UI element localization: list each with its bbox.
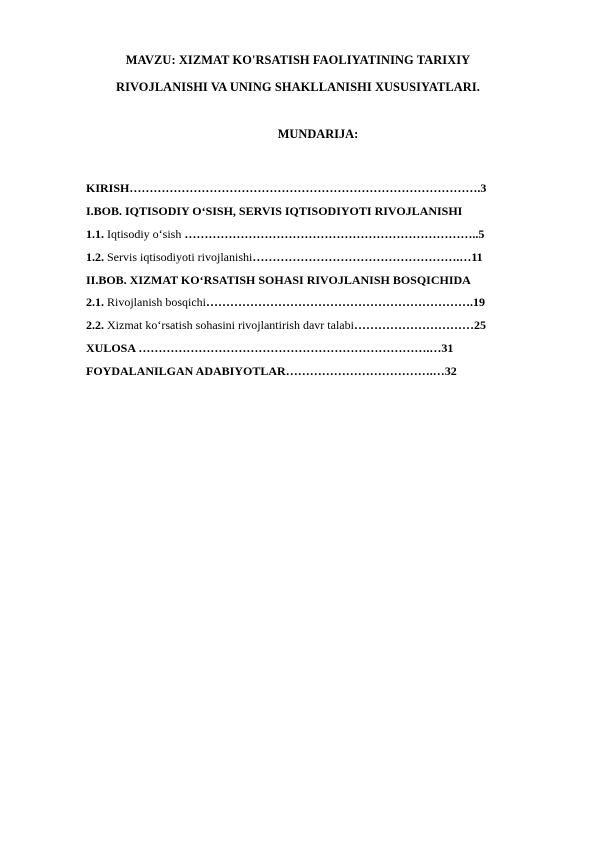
toc-section-number: 1.2. <box>86 249 104 264</box>
toc-entry-adabiyotlar[interactable] <box>86 364 552 387</box>
toc-label: Iqtisodiy o‘sish <box>104 226 185 241</box>
toc-chapter-2[interactable]: II.BOB. XIZMAT KO‘RSATISH SOHASI RIVOJLANISH BOSQICHIDA <box>86 272 471 287</box>
toc-leader: ……………………………………………………………….… <box>138 341 442 356</box>
contents-heading: MUNDARIJA: <box>277 127 359 141</box>
toc-label: Servis iqtisodiyoti rivojlanishi <box>104 249 253 264</box>
toc-entry-2-1[interactable] <box>86 295 552 318</box>
toc-page-number: 31 <box>441 341 454 356</box>
toc-page-number: 32 <box>444 364 457 379</box>
toc-page-number: 11 <box>471 249 483 264</box>
table-of-contents <box>86 181 552 387</box>
toc-entry-xulosa[interactable] <box>86 341 552 364</box>
toc-label: Xizmat ko‘rsatish sohasini rivojlantirish davr talabi <box>104 318 354 333</box>
toc-leader: ………………………… <box>353 318 474 333</box>
toc-leader: …………………………………………………………………………… <box>129 181 478 195</box>
toc-chapter-1[interactable]: I.BOB. IQTISODIY O‘SISH, SERVIS IQTISODIYOTI RIVOJLANISHI <box>86 203 463 218</box>
toc-label: Rivojlanish bosqichi <box>104 295 206 310</box>
toc-entry-2-2[interactable] <box>86 318 552 341</box>
toc-leader: ……………………………………………………………….. <box>184 226 479 241</box>
toc-page-number: 19 <box>473 295 485 310</box>
toc-page-number: 25 <box>473 318 486 333</box>
toc-label: KIRISH <box>86 181 130 195</box>
toc-page-number: 5 <box>478 226 485 241</box>
toc-entry-1-1[interactable] <box>86 227 552 250</box>
toc-leader: …………………………………………….… <box>252 249 472 264</box>
toc-leader: ……………………………….… <box>285 364 445 379</box>
toc-label: XULOSA <box>86 341 139 356</box>
toc-page-number: .3 <box>477 181 487 195</box>
toc-leader: …………………………………………………………. <box>206 295 473 310</box>
title-line-2: RIVOJLANISHI VA UNING SHAKLLANISHI XUSUSIYATLARI. <box>116 80 480 94</box>
toc-entry-1-2[interactable] <box>86 250 552 273</box>
toc-section-number: 2.2. <box>86 318 104 333</box>
toc-entry-kirish[interactable] <box>86 181 552 204</box>
toc-section-number: 2.1. <box>86 295 104 310</box>
title-line-1: MAVZU: XIZMAT KO'RSATISH FAOLIYATINING TARIXIY <box>125 53 471 67</box>
toc-section-number: 1.1. <box>86 226 104 241</box>
toc-label: FOYDALANILGAN ADABIYOTLAR <box>86 364 286 379</box>
